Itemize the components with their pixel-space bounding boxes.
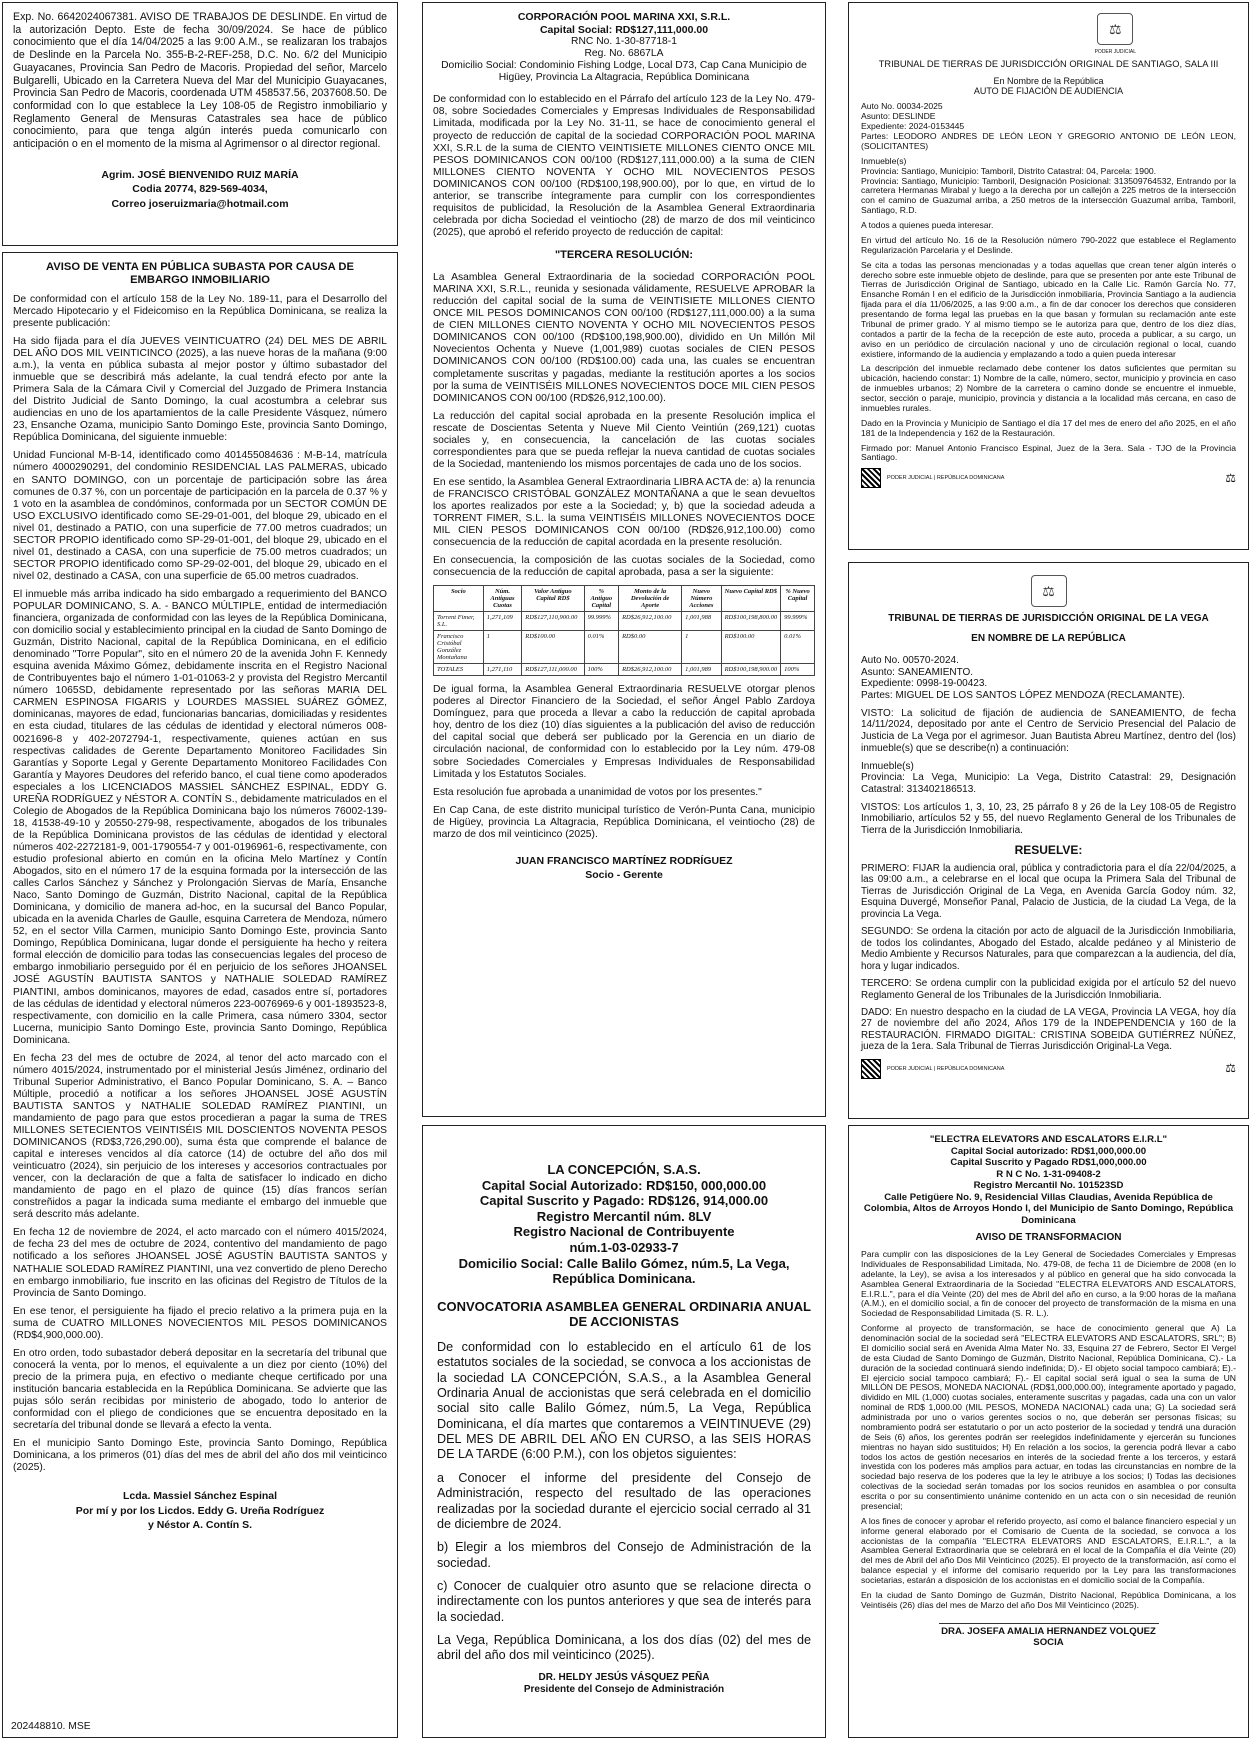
- lavega-paragraph: Inmueble(s) Provincia: La Vega, Municipio: La Vega, Distrito Catastral: 29, Designación Catastral: 313402186513.: [861, 760, 1236, 795]
- table-cell: RD$26,912,100.00: [619, 612, 682, 631]
- table-header: Socio: [434, 586, 484, 612]
- subasta-signature-line: y Néstor A. Contín S.: [147, 1519, 253, 1532]
- concepcion-company-name: LA CONCEPCIÓN, S.A.S.: [547, 1162, 701, 1177]
- lavega-paragraph: SEGUNDO: Se ordena la citación por acto de alguacil de la Jurisdicción Inmobiliaria, de todos los colindantes, Abogado del Estado, alcalde pedáneo y al Ministerio de Medio Ambiente y Recursos Naturales, para que comparezcan a la audiencia, del día, hora y lugar indicados.: [861, 926, 1236, 972]
- table-cell: 0.01%: [584, 631, 618, 664]
- table-cell: 1: [483, 631, 522, 664]
- deslinde-signature-email: Correo joseruizmaria@hotmail.com: [111, 197, 289, 210]
- table-cell: 100%: [584, 664, 618, 676]
- electra-rnc: R N C No. 1-31-09408-2: [996, 1168, 1101, 1180]
- concepcion-signature-role: Presidente del Consejo de Administración: [523, 1683, 725, 1695]
- table-cell: 1: [682, 631, 721, 664]
- santiago-paragraph: A todos a quienes pueda interesar.: [861, 220, 994, 230]
- electra-notice: [848, 1125, 1249, 1738]
- electra-capital-paid: Capital Suscrito y Pagado RD$1,000,000.00: [950, 1157, 1147, 1168]
- electra-registry: Registro Mercantil No. 101523SD: [973, 1180, 1124, 1191]
- santiago-paragraph: Firmado por: Manuel Antonio Francisco Espinal, Juez de la 3era. Sala - TJO de la Provincia Santiago.: [861, 442, 1236, 463]
- electra-paragraph: A los fines de conocer y aprobar el referido proyecto, así como el balance financiero especial y un informe general elaborado por el Comisario de Cuenta de la sociedad, se convoca a los accionistas de la compañía "ELECTRA ELEVATORS AND ESCALATORS, E.I.R.L.", a la Asamblea General Extraordinaria que se celebrará en el local de la Compañía el día Veinte (20) del mes de Abril del año Dos Mil Veinticinco (2025). El proyecto de la transformación, así como el balance especial y el informe del comisario requerido por la Ley para las transformaciones societarias, estarán a disposición de los accionistas en el domicilio social de la Compañía.: [861, 1515, 1236, 1585]
- lavega-paragraph: VISTOS: Los artículos 1, 3, 10, 23, 25 párrafo 8 y 26 de la Ley 108-05 de Registro Inmobiliario, artículos 52 y 55, del nuevo Reglamento General de los Tribunales de Tierra de la Jurisdicción Inmobiliaria.: [861, 801, 1236, 836]
- pool-paragraph: En ese sentido, la Asamblea General Extraordinaria LIBRA ACTA de: a) la renuncia de FRANCISCO CRISTÓBAL GONZÁLEZ MONTAÑANA a que le sean devueltos los aportes realizados por este a la Sociedad; y, b) que la sociedad adeuda a TORRENT FIMER, S.L. la suma VEINTISÉIS MILLONES NOVECIENTOS DOCE MIL CIEN PESOS DOMINICANOS CON 00/100 (RD$26,912,100.00) como consecuencia de la reducción de capital acordada en la presente resolución.: [433, 476, 815, 549]
- qr-code-icon: [861, 1059, 881, 1079]
- digital-signature-footer: [861, 468, 1236, 488]
- signature-line: [939, 1623, 1159, 1624]
- santiago-paragraph: En virtud del artículo No. 16 de la Resolución número 790-2022 que establece el Reglamento Regularización Parcelaria y el Deslinde.: [861, 234, 1236, 255]
- table-row: [434, 631, 815, 664]
- footer-text: PODER JUDICIAL | REPÚBLICA DOMINICANA: [887, 1065, 1005, 1072]
- pool-signature-role: Socio - Gerente: [585, 869, 663, 882]
- electra-title: AVISO DE TRANSFORMACION: [975, 1232, 1122, 1243]
- concepcion-notice: [422, 1125, 826, 1738]
- table-header: Monto de la Devolución de Aporte: [619, 586, 682, 612]
- coat-of-arms-icon: ⚖: [1097, 13, 1133, 45]
- pool-paragraph: De igual forma, la Asamblea General Extraordinaria RESUELVE otorgar plenos poderes al Director Financiero de la Sociedad, el señor Ángel Pablo Zardoya Domínguez, para que proceda a llevar a cabo la reducción de capital aprobada hoy, dentro de los diez (10) días siguientes a la publicación del aviso de reducción del capital social que deberá ser publicado por la Gerencia en un diario de circulación nacional, de conformidad con lo establecido por la Ley núm. 479-08 sobre Sociedades Comerciales y Empresas Individuales de Responsabilidad Limitada y los Estatutos Sociales.: [433, 684, 815, 780]
- subasta-paragraph: En el municipio Santo Domingo Este, provincia Santo Domingo, República Dominicana, a los primeros (01) días del mes de abril del año dos mil veinticinco (2025).: [13, 1438, 387, 1474]
- pool-paragraph: En consecuencia, la composición de las cuotas sociales de la Sociedad, como consecuencia de la reducción de capital aprobada, pasa a ser la siguiente:: [433, 555, 815, 579]
- pool-signature-name: JUAN FRANCISCO MARTÍNEZ RODRÍGUEZ: [515, 854, 733, 867]
- subasta-reference: 202448810. MSE: [11, 1720, 91, 1732]
- concepcion-paragraph: De conformidad con lo establecido en el artículo 61 de los estatutos sociales de la sociedad, se convoca a los accionistas de la sociedad LA CONCEPCIÓN, S.A.S., a la Asamblea General Ordinaria Anual de accionistas que será celebrada en el domicilio social sito calle Balilo Gómez, núm.5, La Vega, República Dominicana, el día martes que contaremos a VEINTINUEVE (29) DEL MES DE ABRIL DEL AÑO EN CURSO, a las SEIS HORAS DE LA TARDE (6:00 P.M.), con los objetos siguientes:: [437, 1339, 811, 1462]
- digital-signature-footer: [861, 1059, 1236, 1079]
- subasta-paragraph: En ese tenor, el persiguiente ha fijado el precio relativo a la primera puja en la suma de CUATRO MILLONES NOVECIENTOS MIL PESOS DOMINICANOS (RD$4,900,000.00).: [13, 1305, 387, 1341]
- table-header: Núm. Antiguas Cuotas: [483, 586, 522, 612]
- concepcion-registry: Registro Mercantil núm. 8LV: [536, 1208, 712, 1224]
- lavega-paragraph: VISTO: La solicitud de fijación de audiencia de SANEAMIENTO, de fecha 14/11/2024, depositado por ante el Centro de Servicio Presencial del Palacio de Justicia de La Vega por el agrimesor. Juan Bautista Abreu Martínez, dentro del (los) inmueble(s) que se describe(n) a continuación:: [861, 707, 1236, 754]
- table-cell: RD$100,198,800.00: [721, 612, 781, 631]
- coat-of-arms-icon: ⚖: [1225, 1061, 1236, 1076]
- concepcion-item: b) Elegir a los miembros del Consejo de Administración de la sociedad.: [437, 1540, 811, 1570]
- concepcion-capital-authorized: Capital Social Autorizado: RD$150, 000,000.00: [481, 1177, 767, 1193]
- lavega-paragraph: TERCERO: Se ordena cumplir con la publicidad exigida por el artículo 52 del nuevo Reglamento General de los Tribunales de la Jurisdicción Inmobiliaria.: [861, 978, 1236, 1001]
- santiago-paragraph: Dado en la Provincia y Municipio de Santiago el día 17 del mes de enero del año 2025, en el año 181 de la Independencia y 162 de la Restauración.: [861, 417, 1236, 438]
- santiago-paragraph: Inmueble(s) Provincia: Santiago, Municipio: Tamboril, Distrito Catastral: 04, Parcela: 1900. Provincia: Santiago, Municipio: Tamboril, Designación Posicional: 313509764532, Entrando por la carretera Hermanas Mirabal y luego a la derecha por un callejón a 225 metros de la intersección con el camino de Guazumal arriba, a 250 metros de la intersección Guazumal arriba, Tamboril, Santiago, R.D.: [861, 155, 1236, 216]
- electra-paragraph: Para cumplir con las disposiciones de la Ley General de Sociedades Comerciales y Empresas Individuales de Responsabilidad Limitada, No. 479-08, de fecha 11 de Diciembre de 2008 (en lo adelante, la Ley), se avisa a los interesados y al público en general que ha sido convocada la Asamblea General Extraordinaria de la Sociedad "ELECTRA ELEVATORS AND ESCALATORS, E.I.R.L.", para el día Veinte (20) del mes de Abril del año en curso, a la 9:00 horas de la mañana (A.M.), en el domicilio social, a fin de conocer del proyecto de transformación de la misma en una Sociedad de Responsabilidad Limitada (S. R. L.).: [861, 1249, 1236, 1319]
- seal-caption: PODER JUDICIAL: [1094, 49, 1136, 55]
- pool-paragraph: La Asamblea General Extraordinaria de la sociedad CORPORACIÓN POOL MARINA XXI, S.R.L., reunida y sesionada válidamente, RESUELVE APROBAR la reducción del capital social de la suma de VEINTISIETE MILLONES CIENTO ONCE MIL PESOS DOMINICANOS CON 00/100 (RD$127,111,000.00) a la suma de CIEN MILLONES CIENTO NOVENTA Y OCHO MIL NOVECIENTOS PESOS DOMINICANOS CON 00/100 (RD$100,198,900.00), dividido en Un Millón Mil Novecientos Ochenta y Nueve (1,001,989) cuotas sociales de CIEN PESOS DOMINICANOS CON 00/100 (RD$100.00) cada una, las cuales se encuentran completamente suscritas y pagadas, mediante la restitución aportes a los socios por la suma de VEINTISÉIS MILLONES NOVECIENTOS DOCE MIL CIEN PESOS DOMINICANOS CON 00/100 (RD$26,912,100.00).: [433, 272, 815, 404]
- pool-capital: Capital Social: RD$127,111,000.00: [539, 23, 709, 36]
- electra-address: Calle Petigüere No. 9, Residencial Villas Claudias, Avenida República de Colombia, Altos de Arroyos Hondo I, del Municipio de Santo Domingo, República Dominicana: [863, 1191, 1234, 1226]
- concepcion-paragraph: La Vega, República Dominicana, a los dos días (02) del mes de abril del año dos mil veinticinco (2025).: [437, 1633, 811, 1663]
- coat-of-arms-icon: ⚖: [1225, 470, 1236, 485]
- table-header: % Antiguo Capital: [584, 586, 618, 612]
- subasta-signature-name: Lcda. Massiel Sánchez Espinal: [122, 1490, 278, 1503]
- table-cell: Francisco Cristóbal González Montañana: [434, 631, 484, 664]
- table-cell: 100%: [781, 664, 815, 676]
- table-header: % Nuevo Capital: [781, 586, 815, 612]
- table-cell: 99.999%: [584, 612, 618, 631]
- pool-marina-notice: [422, 2, 826, 1117]
- subasta-paragraph: Unidad Funcional M-B-14, identificado como 401455084636 : M-B-14, matrícula número 4000290291, del condominio RESIDENCIAL LAS PALMERAS, ubicado en SANTO DOMINGO, con un porcentaje de participación sobre las área comunes de 0.37 %, con un porcentaje de participación en la parcela de 0.37 % y 1 voto en la asamblea de condóminos, conformada por un SECTOR COMÚN DE USO EXCLUSIVO identificado como SE-29-01-001, del bloque 29, ubicado en el nivel 01, destinado a PATIO, con una superficie de 77.00 metros cuadrados; un SECTOR PROPIO identificado como SP-29-01-001, del bloque 29, ubicado en el nivel 01, destinado a CASA, con una superficie de 75.00 metros cuadrados; un SECTOR PROPIO identificado como SP-29-02-001, del bloque 29, ubicado en el nivel 02, destinado a CASA, con una superficie de 65.00 metros cuadrados.: [13, 450, 387, 582]
- table-cell: 0.01%: [781, 631, 815, 664]
- santiago-paragraph: Auto No. 00034-2025 Asunto: DESLINDE Expediente: 2024-0153445 Partes: LEODORO ANDRES DE LEÓN LEON Y GREGORIO ANTONIO DE LEÓN LEON, (SOLICITANTES): [861, 101, 1236, 151]
- table-cell: RD$100,198,900.00: [721, 664, 781, 676]
- lavega-subtitle: EN NOMBRE DE LA REPÚBLICA: [971, 633, 1126, 644]
- qr-code-icon: [861, 468, 881, 488]
- electra-paragraph: En la ciudad de Santo Domingo de Guzmán, Distrito Nacional, República Dominicana, a los Veintiséis (26) días del mes de Marzo del año Dos Mil Veinticinco (2025).: [861, 1589, 1236, 1610]
- santiago-paragraph: La descripción del inmueble reclamado debe contener los datos suficientes que permitan su ubicación, haciendo constar: 1) Nombre de la calle, número, sector, municipio y provincia en caso de inmuebles urbanos; 2) Nombre de la carretera o camino donde se encuentre el inmueble, sector, sección o paraje, municipio, provincia y distancia a la localidad más cercana, en caso de inmuebles rurales.: [861, 363, 1236, 413]
- table-cell: 1,001,989: [682, 664, 721, 676]
- table-cell: RD$127,111,000.00: [522, 664, 584, 676]
- pool-paragraph: De conformidad con lo establecido en el Párrafo del artículo 123 de la Ley No. 479-08, sobre Sociedades Comerciales y Empresas Individuales de Responsabilidad Limitada, modificada por la Ley No. 31-11, se hace de conocimiento general el proyecto de reducción de capital de la sociedad CORPORACIÓN POOL MARINA XXI, S.R.L de la suma de CIENTO VEINTISIETE MILLONES CIENTO ONCE MIL PESOS DOMINICANOS CON 00/100 (RD$127,111,000.00) a la suma de CIEN MILLONES CIENTO NOVENTA Y OCHO MIL NOVECIENTOS PESOS DOMINICANOS CON 00/100 (RD$100,198,900.00), por lo que, en virtud de lo anterior, se transcribe íntegramente para cumplir con los correspondientes requisitos de publicidad, la Resolución de la Asamblea General Extraordinaria celebrada por dicha Sociedad el veintiocho (28) de marzo de dos mil veinticinco (2025), que aprobó el referido proyecto de reducción de capital:: [433, 94, 815, 238]
- electra-capital-authorized: Capital Social autorizado: RD$1,000,000.00: [950, 1145, 1147, 1157]
- coat-of-arms-icon: ⚖: [1031, 575, 1067, 607]
- table-cell: 99.999%: [781, 612, 815, 631]
- subasta-notice: [2, 252, 398, 1738]
- table-row: [434, 612, 815, 631]
- santiago-notice: [848, 2, 1249, 550]
- deslinde-notice: [2, 2, 398, 246]
- pool-rnc: RNC No. 1-30-87718-1: [571, 36, 677, 48]
- table-header: Nuevo Capital RD$: [721, 586, 781, 612]
- lavega-title: TRIBUNAL DE TIERRAS DE JURISDICCIÓN ORIGINAL DE LA VEGA: [888, 613, 1209, 624]
- electra-signature-role: SOCIA: [1033, 1637, 1064, 1649]
- table-cell: 1,271,110: [483, 664, 522, 676]
- table-cell: TOTALES: [434, 664, 484, 676]
- concepcion-capital-paid: Capital Suscrito y Pagado: RD$126, 914,000.00: [479, 1193, 769, 1209]
- subasta-paragraph: En fecha 12 de noviembre de 2024, el acto marcado con el número 4015/2024, de fecha 23 del mes de octubre de 2024, contentivo del mandamiento de pago notificado a los señores JHOANSEL JOSÉ AGUSTÍN BAUTISTA SANTOS y NATHALIE SOLEDAD RAMÍREZ PIANTINI, una vez convertido de pleno Derecho en embargo inmobiliario, fue inscrito en las oficinas del Registro de Títulos de la Provincia de Santo Domingo.: [13, 1227, 387, 1299]
- lavega-paragraph: Auto No. 00570-2024. Asunto: SANEAMIENTO. Expediente: 0998-19-00423. Partes: MIGUEL DE LOS SANTOS LÓPEZ MENDOZA (RECLAMANTE).: [861, 655, 1185, 702]
- lavega-notice: [848, 562, 1249, 1119]
- table-cell: 1,271,109: [483, 612, 522, 631]
- lavega-resuelve: RESUELVE:: [1014, 842, 1083, 857]
- table-cell: RD$100.00: [721, 631, 781, 664]
- concepcion-title: CONVOCATORIA ASAMBLEA GENERAL ORDINARIA ANUAL DE ACCIONISTAS: [437, 1298, 811, 1330]
- santiago-subtitle: En Nombre de la República: [993, 75, 1104, 86]
- table-cell: Torrent Fimer, S.L.: [434, 612, 484, 631]
- table-cell: 1,001,988: [682, 612, 721, 631]
- subasta-paragraph: De conformidad con el artículo 158 de la Ley No. 189-11, para el Desarrollo del Mercado Hipotecario y el Fideicomiso en la República Dominicana, se realiza la presente publicación:: [13, 293, 387, 329]
- table-cell: RD$100.00: [522, 631, 584, 664]
- pool-paragraph: En Cap Cana, de este distrito municipal turístico de Verón-Punta Cana, municipio de Higüey, provincia La Altagracia, República Dominicana, el veintiocho (28) de marzo de dos mil veinticinco (2025).: [433, 804, 815, 840]
- concepcion-address: Domicilio Social: Calle Balilo Gómez, núm.5, La Vega, República Dominicana.: [458, 1255, 790, 1287]
- subasta-paragraph: Ha sido fijada para el día JUEVES VEINTICUATRO (24) DEL MES DE ABRIL DEL AÑO DOS MIL VEINTICINCO (2025), a las nueve horas de la mañana (9:00 a.m.), la venta en pública subasta al mejor postor y último subastador del inmueble que se describirá más adelante, la cual tendrá efecto por ante la Primera Sala de la Cámara Civil y Comercial del Juzgado de Primera Instancia del Distrito Judicial de Santo Domingo, la cual acostumbra a celebrar sus audiencias en uno de los apartamientos de la calle Presidente Vásquez, número 23, Ensanche Ozama, municipio Santo Domingo Este, provincia Santo Domingo, República Dominicana, del siguiente inmueble:: [13, 336, 387, 444]
- lavega-paragraph: DADO: En nuestro despacho en la ciudad de LA VEGA, Provincia LA VEGA, hoy día 27 de noviembre del año 2024, Años 179 de la INDEPENDENCIA y 160 de la RESTAURACIÓN. FIRMADO DIGITAL: CRISTINA SOBEIDA GUTIÉRREZ NÚÑEZ, jueza de la 1era. Sala Tribunal de Tierras Jurisdicción Original-La Vega.: [861, 1007, 1236, 1053]
- table-cell: RD$0.00: [619, 631, 682, 664]
- pool-resolution-title: "TERCERA RESOLUCIÓN:: [554, 248, 694, 261]
- concepcion-item: a Conocer el informe del presidente del Consejo de Administración, respecto del resultado de las operaciones realizadas por la sociedad durante el ejercicio social cerrado al 31 de diciembre de 2024.: [437, 1470, 811, 1531]
- santiago-paragraph: Se cita a todas las personas mencionadas y a todas aquellas que crean tener algún interés o derecho sobre este inmueble objeto de deslinde, para que se presenten por ante este Tribunal de Tierras de Jurisdicción Original de Santiago, ubicado en la Calle Lic. Ramón García No. 77, Ensanche Román I en el edificio de la Jurisdicción inmobiliaria, Provincia Santiago a la audiencia fijada para el día 11/06/2025, a las 9:00 a.m., a fin de dar conocer los derechos que consideren presentando de forma legal las pruebas en la que basan y formulan su reclamación ante este Tribunal de primer grado. Y al mismo tiempo se le autoriza para que, dentro de los diez días, contados a partir de la fecha de la recepción de este auto, proceda a publicar, a su cargo, un aviso en un periódico de circulación nacional y uno de circulación regional o local, cuando existiere, informando de la audiencia y emplazando a todo a quien pueda interesar: [861, 259, 1236, 359]
- capital-table: [433, 585, 815, 676]
- deslinde-signature-codia: Codia 20774, 829-569-4034,: [132, 183, 268, 196]
- concepcion-item: c) Conocer de cualquier otro asunto que se relacione directa o indirectamente con los puntos anteriores y que sea de interés para la sociedad.: [437, 1578, 811, 1624]
- santiago-title: TRIBUNAL DE TIERRAS DE JURISDICCIÓN ORIGINAL DE SANTIAGO, SALA III: [878, 59, 1219, 69]
- concepcion-rnc: núm.1-03-02933-7: [569, 1239, 679, 1255]
- lavega-paragraph: PRIMERO: FIJAR la audiencia oral, pública y contradictoria para el día 22/04/2025, a las 09:00 a.m., a celebrarse en el local que ocupa la Primera Sala del Tribunal de Tierras de Jurisdicción Original de La Vega, en Avenida García Godoy núm. 32, Esquina Duvergé, Monseñor Panal, Palacio de Justicia, de la ciudad La Vega, de la provincia La Vega.: [861, 863, 1236, 920]
- table-header: Valor Antiguo Capital RD$: [522, 586, 584, 612]
- concepcion-signature-name: DR. HELDY JESÚS VÁSQUEZ PEÑA: [538, 1671, 710, 1683]
- concepcion-rnc-label: Registro Nacional de Contribuyente: [513, 1224, 735, 1240]
- electra-company-name: "ELECTRA ELEVATORS AND ESCALATORS E.I.R.L": [929, 1134, 1168, 1145]
- subasta-title: AVISO DE VENTA EN PÚBLICA SUBASTA POR CAUSA DE EMBARGO INMOBILIARIO: [46, 261, 354, 287]
- pool-reg: Reg. No. 6867LA: [584, 48, 664, 60]
- table-row: [434, 664, 815, 676]
- deslinde-signature-name: Agrim. JOSÉ BIENVENIDO RUIZ MARÍA: [101, 168, 299, 181]
- table-cell: RD$127,110,900.00: [522, 612, 584, 631]
- pool-address: Domicilio Social: Condominio Fishing Lodge, Local D73, Cap Cana Municipio de Higüey, Provincia La Altagracia, República Dominicana: [441, 60, 807, 84]
- deslinde-body: Exp. No. 6642024067381. AVISO DE TRABAJOS DE DESLINDE. En virtud de la autorización Depto. Este de fecha 30/09/2024. Se hace de público conocimiento que el día 14/04/2025 a las 9:00 A.M., se realizaran los trabajos de Deslinde en la Parcela No. 355-B-2-REF-258, D.C. No. 6/2 del Municipio Guayacanes, Provincia San Pedro de Macoris. Propiedad del señor, Marcelo Bulgarelli, Ubicado en la Carretera Nueva del Mar del Municipio Guayacanes, Provincia San Pedro de Macoris, coordenada UTM 458537.56, 2037608.50. De conformidad con lo que establece la Ley 108-05 de Registro inmobiliario y Reglamento General de Mensuras Catastrales sea hace de público conocimiento, para que tenga algún interés pueda comunicarlo con anticipación o en el momento de la misma al Agrimensor o al director regional.: [13, 11, 387, 151]
- table-cell: RD$26,912,100.00: [619, 664, 682, 676]
- electra-signature-name: DRA. JOSEFA AMALIA HERNANDEZ VOLQUEZ: [941, 1625, 1156, 1637]
- subasta-paragraph: En otro orden, todo subastador deberá depositar en la secretaría del tribunal que conocerá la venta, por lo menos, el equivalente a un diez por ciento (10%) del precio de la primera puja, en efectivo o mediante cheque certificado por una institución bancaria establecida en la República Dominicana. Se advierte que las pujas sólo serán recibidas por ministerio de abogado, todo lo anterior de conformidad con el pliego de condiciones que se encuentra depositado en la secretaría del tribunal donde se llevará a efecto la venta.: [13, 1347, 387, 1432]
- pool-company-name: CORPORACIÓN POOL MARINA XXI, S.R.L.: [517, 11, 731, 23]
- subasta-paragraph: En fecha 23 del mes de octubre de 2024, al tenor del acto marcado con el número 4015/2024, instrumentado por el ministerial Jesús Jiménez, ordinario del Tribunal Superior Administrativo, el Banco Popular Dominicano, S. A. – Banco Múltiple, procedió a notificar a los señores JHOANSEL JOSÉ AGUSTÍN BAUTISTA SANTOS y NATHALIE SOLEDAD RAMÍREZ PIANTINI, un mandamiento de pago para que estos procedieran a pagar la suma de TRES MILLONES SETECIENTOS VEINTISÉIS MIL DOSCIENTOS NOVENTA PESOS DOMINICANOS (RD$3,726,290.00), suma ésta que comprende el balance de capital e intereses vencidos al día catorce (14) de octubre del año dos mil veinticuatro (2024), sin perjuicio de los intereses y accesorios contractuales por vencer, con la declaración de que a falta de satisfacer lo indicado en dicho mandamiento de pago en el plazo de quince (15) días francos serían constreñidos a pagar la indicada suma mediante el embargo del inmueble que será descrito más adelante.: [13, 1052, 387, 1221]
- footer-text: PODER JUDICIAL | REPÚBLICA DOMINICANA: [887, 475, 1005, 482]
- santiago-subtitle: AUTO DE FIJACIÓN DE AUDIENCIA: [973, 86, 1124, 97]
- pool-paragraph: Esta resolución fue aprobada a unanimidad de votos por los presentes.": [433, 786, 762, 798]
- table-header: Nuevo Número Acciones: [682, 586, 721, 612]
- electra-paragraph: Conforme al proyecto de transformación, se hace de conocimiento general que A) La denominación social de la sociedad será "ELECTRA ELEVATORS AND ESCALATORS, SRL"; B) El domicilio social será en Avenida Alma Mater No. 33, Esquina 27 de Febrero, Sector El Vergel de esta Ciudad de Santo Domingo de Guzmán, Distrito Nacional, República Dominicana, C).- La duración de la sociedad continuará siendo indefinida; D).- El objeto social tampoco cambiará; E).-El ejercicio social tampoco cambiará; F).- El capital social será igual o sea la suma de UN MILLÓN DE PESOS, MONEDA NACIONAL (RD$1,000,000.00), íntegramente aportado y pagado, dividido en MIL (1,000) cuotas sociales, enteramente suscritas y pagadas, cada una con un valor nominal de RD$ 1,000.00 (MIL PESOS, MONEDA NACIONAL) cada una; G) La sociedad será administrada por uno o varios gerentes socios o no, que deberán ser personas físicas; su nombramiento podrá ser estatutario o por un acto posterior de la sociedad y tendrá una duración de Seis (6) años, los gerentes podrán ser reelegidos indefinidamente y ejercerán su funciones mientras no hayan sido sustituidos; H) En relación a los socios, la gerencia podrá llevar a cabo todos los actos de gestión necesarios en interés de la sociedad frente a los terceros, y estará investida con los poderes más amplios para actuar, en todas las circunstancias en nombre de la sociedad bajo reserva de los poderes que la ley le atribuye a los socios; I) Todas las decisiones colectivas de la sociedad serán tomadas por los socios reunidos en asamblea o por consulta escrita o por su consentimiento unánime contenido en un acta con o sin necesidad de reunión presencial;: [861, 1323, 1236, 1511]
- pool-paragraph: La reducción del capital social aprobada en la presente Resolución implica el rescate de Doscientas Setenta y Nueve Mil Ciento Veintiún (269,121) cuotas sociales y, en consecuencia, la cancelación de las cuotas sociales correspondientes para que se pueda reflejar la nueva cantidad de cuotas sociales de la Sociedad, manteniendo los mismos porcentajes de cada uno de los socios.: [433, 410, 815, 470]
- subasta-paragraph: El inmueble más arriba indicado ha sido embargado a requerimiento del BANCO POPULAR DOMINICANO, S. A. - BANCO MÚLTIPLE, entidad de intermediación financiera, organizada de conformidad con las leyes de la República Dominicana, con domicilio social y establecimiento principal en la ciudad de Santo Domingo de Guzmán, Distrito Nacional, capital de la República Dominicana, en el edificio denominado "Torre Popular", sito en el número 20 de la avenida John F. Kennedy esquina avenida Máximo Gómez, debidamente inscrita en el Registro Nacional de Contribuyentes bajo el número 1-01-01063-2 y provista del Registro Mercantil número 1065SD, debidamente representado por las señoras MARIA DEL CARMEN ESPINOSA FIGARIS y LOURDES MASSIEL SUÁREZ GÓMEZ, dominicanas, mayores de edad, funcionarias bancarias, domiciliadas y residentes en esta ciudad, titulares de las cédulas de identidad y electoral números 008-0021696-8 y 402-2072794-1, respectivamente, quienes actúan en sus respectivas calidades de Gerente Departamento Monitoreo Facilidades Sin Garantías y Soporte Legal y Gerente Departamento Monitoreo Facilidades Con Garantía y Mayores Deudores del referido banco, el cual tiene como apoderados especiales a los LICENCIADOS MASSIEL SÁNCHEZ ESPINAL, EDDY G. UREÑA RODRÍGUEZ y NÉSTOR A. CONTÍN S., debidamente matriculados en el Colegio de Abogados de la República Dominicana bajo los números 76002-139-18, 41538-49-10 y 20550-279-98, respectivamente, abogados de los tribunales de la República Dominicana provistos de las cédulas de identidad y electoral números 402-2272181-9, 001-1790554-7 y 001-0196961-6, respectivamente, con estudio profesional abierto en común en la oficina Melo Martínez y Contín Abogados, sito en el número 17 de la esquina formada por la intersección de las calles Carlos Sánchez y Sánchez y Prolongación Siervas de María, Ensanche Naco, Santo Domingo de Guzmán, Distrito Nacional, capital de la República Dominicana, y domicilio de manera ad-hoc, en la sucursal del Banco Popular, ubicada en la avenida Charles de Gaulle, esquina Carretera de Mendoza, número 52, en el sector Villa Carmen, municipio Santo Domingo Este, provincia Santo Domingo, República Dominicana, lugar donde el persiguiente ha hecho y reitera formal elección de domicilio para todas las consecuencias legales del proceso de embargo inmobiliario perseguido por él en perjuicio de los señores JHOANSEL JOSÉ AGUSTÍN BAUTISTA SANTOS y NATHALIE SOLEDAD RAMÍREZ PIANTINI, ambos dominicanos, mayores de edad, casados entre sí, portadores de las cédulas de identidad y electoral números 223-0076969-6 y 001-1893523-8, respectivamente, con domicilio en la calle Primera, casa número 3304, sector Lucerna, municipio Santo Domingo Este, provincia Santo Domingo, República Dominicana.: [13, 588, 387, 1046]
- subasta-signature-line: Por mí y por los Licdos. Eddy G. Ureña Rodríguez: [75, 1504, 325, 1517]
